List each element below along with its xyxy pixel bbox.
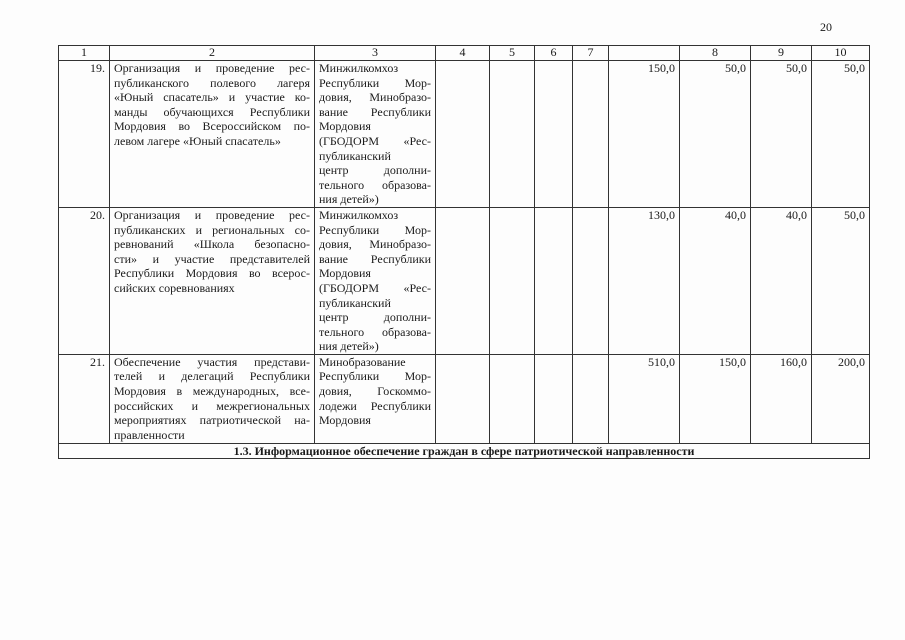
executor-line: Республики Мор- — [319, 222, 431, 237]
executor-line: лодежи Республики — [319, 398, 431, 413]
executor-line: тельного образова- — [319, 324, 431, 339]
empty-cell — [490, 61, 535, 208]
header-col-5: 5 — [490, 46, 535, 61]
measure-description — [110, 61, 315, 208]
executor-line: довия, Минобразо- — [319, 90, 431, 105]
header-col-2: 2 — [110, 46, 315, 61]
header-col-blank — [609, 46, 680, 61]
executor-line: вание Республики — [319, 251, 431, 266]
program-table — [58, 45, 870, 459]
empty-cell — [490, 207, 535, 354]
executor-line: (ГБОДОРМ «Рес- — [319, 133, 431, 148]
header-row — [59, 46, 870, 61]
amount-cell: 40,0 — [680, 207, 751, 354]
section-title: 1.3. Информационное обеспечение граждан в сфере патриотической направленности — [59, 443, 870, 458]
amount-cell: 510,0 — [609, 354, 680, 443]
executor-line: Республики Мор- — [319, 369, 431, 384]
header-col-7: 7 — [573, 46, 609, 61]
executor-line: центр дополни- — [319, 310, 431, 325]
executor-line: публиканский — [319, 295, 391, 310]
executor-line: Минобразование — [319, 354, 406, 369]
empty-cell — [535, 61, 573, 208]
executor-line: ния детей») — [319, 339, 379, 354]
amount-cell: 50,0 — [680, 61, 751, 208]
executor-line: довия, Госкоммо- — [319, 384, 431, 399]
executor-line: центр дополни- — [319, 163, 431, 178]
empty-cell — [573, 61, 609, 208]
empty-cell — [535, 207, 573, 354]
description-line: Республики Мордовия во всерос- — [114, 266, 310, 281]
row-number: 21. — [59, 354, 110, 443]
description-line: сти» и участие представителей — [114, 251, 310, 266]
section-row — [59, 443, 870, 458]
header-col-3: 3 — [315, 46, 436, 61]
description-line: публиканского полевого лагеря — [114, 75, 310, 90]
measure-description — [110, 354, 315, 443]
amount-cell: 130,0 — [609, 207, 680, 354]
description-line: публиканских и региональных со- — [114, 222, 310, 237]
executor — [315, 354, 436, 443]
description-line: «Юный спасатель» и участие ко- — [114, 90, 310, 105]
row-number: 20. — [59, 207, 110, 354]
amount-cell: 50,0 — [812, 207, 870, 354]
description-line: российских и межрегиональных — [114, 398, 310, 413]
description-line: Мордовия в международных, все- — [114, 384, 310, 399]
executor — [315, 61, 436, 208]
table-row — [59, 207, 870, 354]
amount-cell: 160,0 — [751, 354, 812, 443]
executor-line: Мордовия — [319, 413, 371, 428]
executor-line: тельного образова- — [319, 177, 431, 192]
empty-cell — [573, 207, 609, 354]
header-col-9: 9 — [751, 46, 812, 61]
header-col-1: 1 — [59, 46, 110, 61]
executor-line: публиканский — [319, 148, 391, 163]
executor-line: Республики Мор- — [319, 75, 431, 90]
page-number: 20 — [820, 20, 832, 34]
amount-cell: 150,0 — [609, 61, 680, 208]
description-line: Организация и проведение рес- — [114, 207, 310, 222]
empty-cell — [436, 207, 490, 354]
empty-cell — [535, 354, 573, 443]
amount-cell: 50,0 — [812, 61, 870, 208]
executor-line: довия, Минобразо- — [319, 237, 431, 252]
executor-line: Мордовия — [319, 119, 371, 134]
empty-cell — [490, 354, 535, 443]
executor-line: вание Республики — [319, 104, 431, 119]
amount-cell: 50,0 — [751, 61, 812, 208]
executor-line: Минжилкомхоз — [319, 207, 399, 222]
executor-line: ния детей») — [319, 192, 379, 207]
executor-line: Минжилкомхоз — [319, 61, 399, 75]
row-number: 19. — [59, 61, 110, 208]
header-col-8: 8 — [680, 46, 751, 61]
header-col-6: 6 — [535, 46, 573, 61]
description-line: левом лагере «Юный спасатель» — [114, 133, 281, 148]
empty-cell — [573, 354, 609, 443]
header-col-4: 4 — [436, 46, 490, 61]
empty-cell — [436, 354, 490, 443]
executor — [315, 207, 436, 354]
amount-cell: 150,0 — [680, 354, 751, 443]
table-row — [59, 61, 870, 208]
description-line: мероприятиях патриотической на- — [114, 413, 310, 428]
amount-cell: 40,0 — [751, 207, 812, 354]
description-line: Обеспечение участия представи- — [114, 354, 310, 369]
header-col-10: 10 — [812, 46, 870, 61]
measure-description — [110, 207, 315, 354]
description-line: Мордовия во Всероссийском по- — [114, 119, 310, 134]
empty-cell — [436, 61, 490, 208]
description-line: Организация и проведение рес- — [114, 61, 310, 75]
description-line: телей и делегаций Республики — [114, 369, 310, 384]
executor-line: Мордовия — [319, 266, 371, 281]
description-line: сийских соревнованиях — [114, 280, 235, 295]
description-line: манды обучающихся Республики — [114, 104, 310, 119]
description-line: правленности — [114, 427, 185, 442]
executor-line: (ГБОДОРМ «Рес- — [319, 280, 431, 295]
table-row — [59, 354, 870, 443]
amount-cell: 200,0 — [812, 354, 870, 443]
description-line: ревнований «Школа безопасно- — [114, 237, 310, 252]
